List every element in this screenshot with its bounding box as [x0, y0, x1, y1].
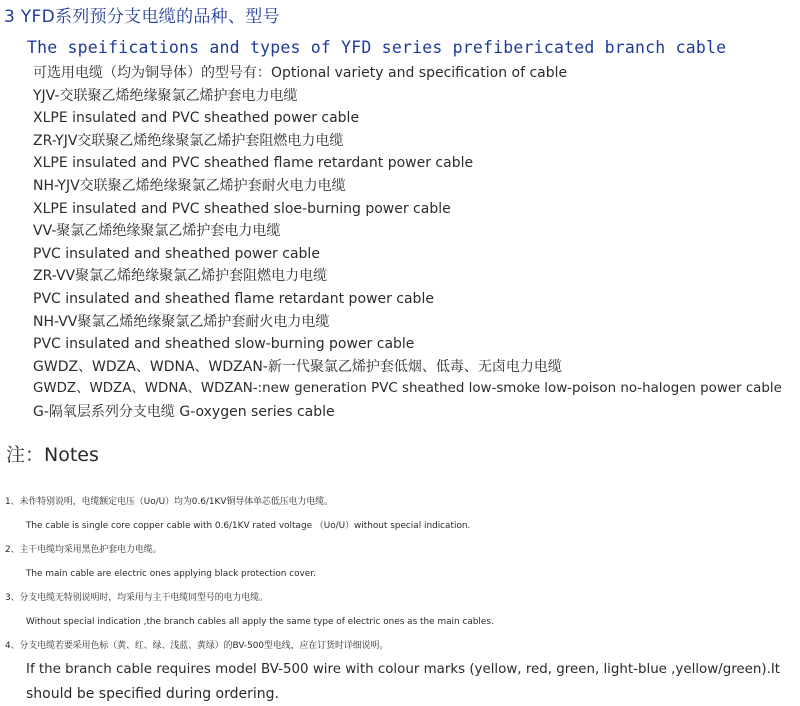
note-text-en: If the branch cable requires model BV-500 wire with colour marks (yellow, red, green, light-blue ,yellow/green).It: [26, 662, 781, 677]
note-item: [5, 586, 780, 634]
spec-item: ZR-VV聚氯乙烯绝缘聚氯乙烯护套阻燃电力电缆: [33, 268, 328, 285]
note-text-zh: 1、未作特别说明，电缆额定电压（Uo/U）均为0.6/1KV铜导体单芯低压电力电缆。: [5, 497, 333, 507]
note-item: [5, 538, 780, 586]
notes-list: [5, 490, 780, 706]
spec-item: PVC insulated and sheathed power cable: [33, 245, 320, 262]
spec-item: NH-YJV交联聚乙烯绝缘聚氯乙烯护套耐火电力电缆: [33, 177, 346, 194]
section-title: 3 YFD系列预分支电缆的品种、型号: [4, 7, 280, 27]
note-text-en: The cable is single core copper cable with 0.6/1KV rated voltage （Uo/U）without special indication.: [26, 521, 471, 531]
spec-item: VV-聚氯乙烯绝缘聚氯乙烯护套电力电缆: [33, 223, 281, 240]
spec-item: 可选用电缆（均为铜导体）的型号有：Optional variety and specification of cable: [33, 65, 568, 81]
spec-item: XLPE insulated and PVC sheathed power cable: [33, 110, 360, 127]
note-text-en: Without special indication ,the branch cables all apply the same type of electric ones as the main cables.: [26, 617, 494, 627]
notes-heading: 注：Notes: [6, 444, 99, 466]
note-item: [5, 634, 780, 706]
spec-item: ZR-YJV交联聚乙烯绝缘聚氯乙烯护套阻燃电力电缆: [33, 132, 344, 149]
note-text-zh: 3、分支电缆无特别说明时，均采用与主干电缆同型号的电力电缆。: [5, 593, 269, 603]
note-text-zh: 2、主干电缆均采用黑色护套电力电缆。: [5, 545, 162, 555]
note-text-zh: 4、分支电缆若要采用色标（黄、红、绿、浅蓝、黄绿）的BV-500型电线，应在订货时详细说明。: [5, 641, 389, 651]
spec-item: XLPE insulated and PVC sheathed sloe-burning power cable: [33, 200, 451, 217]
spec-item: NH-VV聚氯乙烯绝缘聚氯乙烯护套耐火电力电缆: [33, 313, 330, 330]
spec-item: PVC insulated and sheathed slow-burning power cable: [33, 336, 415, 353]
spec-item: G-隔氧层系列分支电缆 G-oxygen series cable: [33, 403, 335, 420]
section-title-english: The speifications and types of YFD series prefibericated branch cable: [27, 38, 727, 57]
spec-item: PVC insulated and sheathed flame retardant power cable: [33, 290, 434, 307]
spec-item: GWDZ、WDZA、WDNA、WDZAN-:new generation PVC sheathed low-smoke low-poison no-halogen power cable: [33, 381, 782, 397]
spec-item: YJV-交联聚乙烯绝缘聚氯乙烯护套电力电缆: [33, 87, 298, 104]
spec-item: GWDZ、WDZA、WDNA、WDZAN-新一代聚氯乙烯护套低烟、低毒、无卤电力电缆: [33, 358, 562, 375]
note-text-en: should be specified during ordering.: [26, 686, 279, 702]
cable-spec-list: [33, 62, 782, 424]
spec-item: XLPE insulated and PVC sheathed flame retardant power cable: [33, 155, 474, 172]
note-text-en: The main cable are electric ones applying black protection cover.: [26, 569, 316, 579]
note-item: [5, 490, 780, 538]
